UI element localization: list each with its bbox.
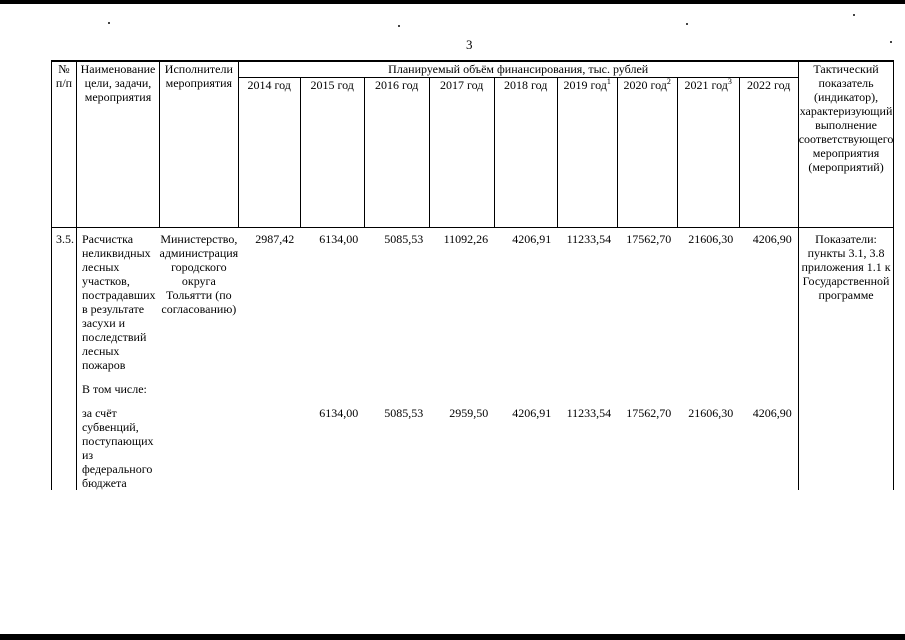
value-2015: 6134,00: [319, 231, 359, 246]
indicator-text: [798, 406, 894, 490]
value-2017: 11092,26: [443, 231, 489, 246]
header-executor: Исполнители мероприятия: [160, 61, 239, 227]
value-2020: 17562,70: [626, 231, 672, 246]
value-2018: 4206,91: [512, 405, 552, 420]
value-2020: 17562,70: [626, 405, 672, 420]
measure-executor: [160, 382, 239, 396]
header-year-2019: 2019 год$^1$: [557, 77, 617, 227]
value-2014: [238, 382, 300, 396]
table-row: [52, 382, 894, 396]
header-year-2017: 2017 год: [429, 77, 494, 227]
value-2020: [617, 382, 677, 396]
header-funding-group: Планируемый объём финансирования, тыс. рублей: [238, 61, 798, 77]
value-2022: 4206,90: [752, 231, 792, 246]
row-number: 3.5.: [52, 227, 77, 372]
header-year-2014: 2014 год: [238, 77, 300, 227]
value-2022: 4206,90: [752, 405, 792, 420]
measure-name: В том числе:: [77, 382, 160, 396]
header-indicator: Тактический показатель (индикатор), характеризующий выполнение соответствующего мероприятия (мероприятий): [798, 61, 894, 227]
value-2021: 21606,30: [688, 231, 734, 246]
row-number: [52, 406, 77, 490]
scan-speck: [853, 14, 855, 16]
table-row: [52, 227, 894, 372]
scan-speck: [890, 41, 892, 43]
financing-table: [51, 60, 894, 490]
top-border-rule: [0, 0, 905, 4]
table-row: [52, 406, 894, 490]
scan-speck: [398, 25, 400, 27]
value-2016: [364, 382, 429, 396]
row-number: [52, 382, 77, 396]
value-2016: 5085,53: [384, 231, 424, 246]
measure-name: за счёт субвенций, поступающих из федерального бюджета: [77, 406, 160, 490]
value-2021: 21606,30: [688, 405, 734, 420]
value-2016: 5085,53: [384, 405, 424, 420]
header-num: № п/п: [52, 61, 77, 227]
value-2018: [494, 382, 557, 396]
scan-speck: [108, 22, 110, 24]
value-2019: 11233,54: [566, 231, 612, 246]
value-2014: [238, 406, 300, 490]
header-year-2015: 2015 год: [300, 77, 364, 227]
page-number: 3: [466, 37, 473, 52]
header-year-2021: 2021 год$^3$: [677, 77, 739, 227]
bottom-border-rule: [0, 634, 905, 640]
header-name: Наименование цели, задачи, мероприятия: [77, 61, 160, 227]
value-2014: 2987,42: [255, 231, 295, 246]
measure-executor: Министерство, администрация городского округа Тольятти (по согласованию): [159, 231, 239, 316]
value-2015: 6134,00: [319, 405, 359, 420]
header-year-2018: 2018 год: [494, 77, 557, 227]
value-2019: [557, 382, 617, 396]
measure-executor: [160, 406, 239, 490]
value-2017: [429, 382, 494, 396]
header-year-2022: 2022 год: [739, 77, 798, 227]
row-spacer: [52, 396, 894, 406]
value-2018: 4206,91: [512, 231, 552, 246]
header-year-2016: 2016 год: [364, 77, 429, 227]
value-2021: [677, 382, 739, 396]
scan-speck: [686, 23, 688, 25]
row-spacer: [52, 372, 894, 382]
value-2022: [739, 382, 798, 396]
header-year-2020: 2020 год$^2$: [617, 77, 677, 227]
value-2015: [300, 382, 364, 396]
indicator-text: Показатели: пункты 3.1, 3.8 приложения 1.1 к Государственной программе: [798, 227, 894, 372]
value-2017: 2959,50: [449, 405, 489, 420]
indicator-text: [798, 382, 894, 396]
value-2019: 11233,54: [566, 405, 612, 420]
measure-name: Расчистка неликвидных лесных участков, пострадавших в результате засухи и последствий лесных пожаров: [77, 227, 160, 372]
